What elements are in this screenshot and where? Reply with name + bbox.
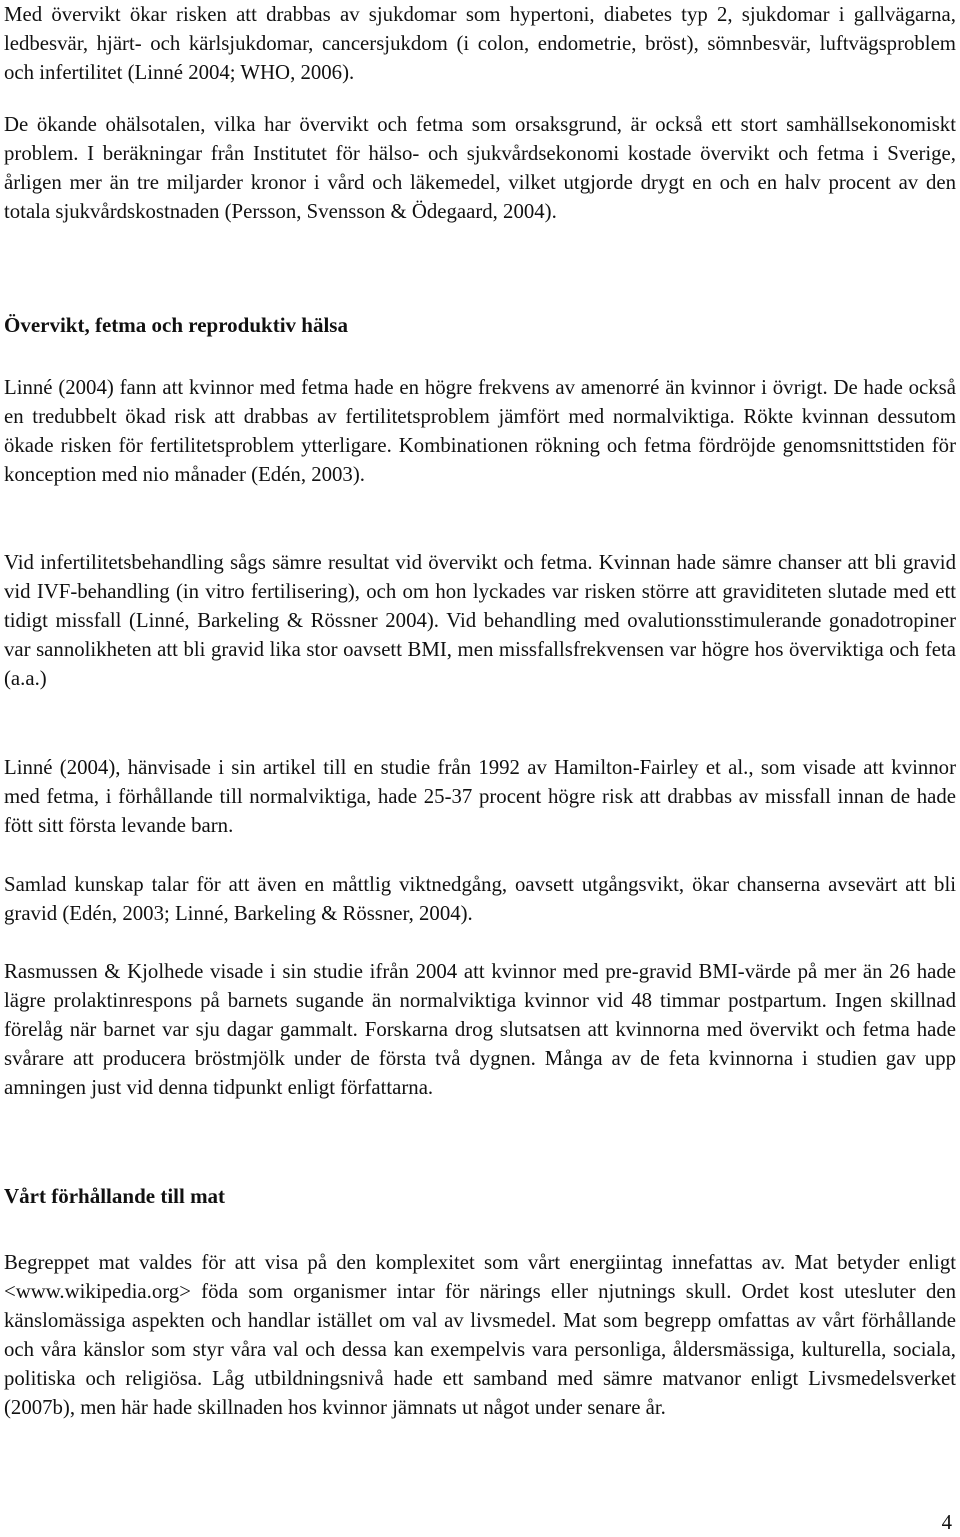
page-number: 4 — [941, 1511, 952, 1534]
section-heading-reproductive-health: Övervikt, fetma och reproduktiv hälsa — [4, 313, 348, 337]
paragraph-food-concept: Begreppet mat valdes för att visa på den komplexitet som vårt energiintag innefattas av. Mat betyder enligt <www.wikipedia.org> föda som organismer intar för närings eller njutnings skull. Ordet kost utesluter den känslomässiga aspekten och handlar istället om val av livsmedel. Mat som begrepp omfattas av vårt förhållande och våra känslor som styr våra val och dessa kan exempelvis vara personliga, åldersmässiga, kulturella, sociala, politiska och religiösa. Låg utbildningsnivå hade ett samband med sämre matvanor enligt Livsmedelsverket (2007b), men här hade skillnaden hos kvinnor jämnats ut något under senare år. — [4, 1251, 956, 1419]
paragraph-infertility-treatment: Vid infertilitetsbehandling sågs sämre resultat vid övervikt och fetma. Kvinnan hade sämre chanser att bli gravid vid IVF-behandling (in vitro fertilisering), och om hon lyckades var risken större att graviditeten slutade med ett tidigt missfall (Linné, Barkeling & Rössner 2004). Vid behandling med ovalutionsstimulerande gonadotropiner var sannolikheten att bli gravid lika stor oavsett BMI, men missfallsfrekvensen var högre hos överviktiga och feta (a.a.) — [4, 551, 956, 690]
paragraph-health-risks: Med övervikt ökar risken att drabbas av sjukdomar som hypertoni, diabetes typ 2, sjukdomar i gallvägarna, ledbesvär, hjärt- och kärlsjukdomar, cancersjukdom (i colon, endometrie, bröst), sömnbesvär, luftvägsproblem och infertilitet (Linné 2004; WHO, 2006). — [4, 3, 956, 84]
section-heading-food-relationship: Vårt förhållande till mat — [4, 1184, 226, 1208]
paragraph-economic-cost: De ökande ohälsotalen, vilka har övervikt och fetma som orsaksgrund, är också ett stort samhällsekonomiskt problem. I beräkningar från Institutet för hälso- och sjukvårdsekonomi kostade övervikt och fetma i Sverige, årligen mer än tre miljarder kronor i vård och läkemedel, vilket utgjorde drygt en och en halv procent av den totala sjukvårdskostnaden (Persson, Svensson & Ödegaard, 2004). — [4, 113, 956, 223]
paragraph-miscarriage: Linné (2004), hänvisade i sin artikel till en studie från 1992 av Hamilton-Fairley et al., som visade att kvinnor med fetma, i förhållande till normalviktiga, hade 25-37 procent högre risk att drabbas av missfall innan de hade fött sitt första levande barn. — [4, 756, 956, 837]
paragraph-weight-loss: Samlad kunskap talar för att även en måttlig viktnedgång, oavsett utgångsvikt, ökar chanserna avsevärt att bli gravid (Edén, 2003; Linné, Barkeling & Rössner, 2004). — [4, 873, 956, 925]
paragraph-breastfeeding: Rasmussen & Kjolhede visade i sin studie ifrån 2004 att kvinnor med pre-gravid BMI-värde på mer än 26 hade lägre prolaktinrespons på barnets sugande än normalviktiga kvinnor vid 48 timmar postpartum. Ingen skillnad förelåg när barnet var sju dagar gammalt. Forskarna drog slutsatsen att kvinnorna med övervikt och fetma hade svårare att producera bröstmjölk under de första två dygnen. Många av de feta kvinnorna i studien gav upp amningen just vid denna tidpunkt enligt författarna. — [4, 960, 956, 1099]
paragraph-fertility: Linné (2004) fann att kvinnor med fetma hade en högre frekvens av amenorré än kvinnor i övrigt. De hade också en tredubbelt ökad risk att drabbas av fertilitetsproblem jämfört med normalviktiga. Rökte kvinnan dessutom ökade risken för fertilitetsproblem ytterligare. Kombinationen rökning och fetma fördröjde genomsnittstiden för konception med nio månader (Edén, 2003). — [4, 376, 956, 486]
